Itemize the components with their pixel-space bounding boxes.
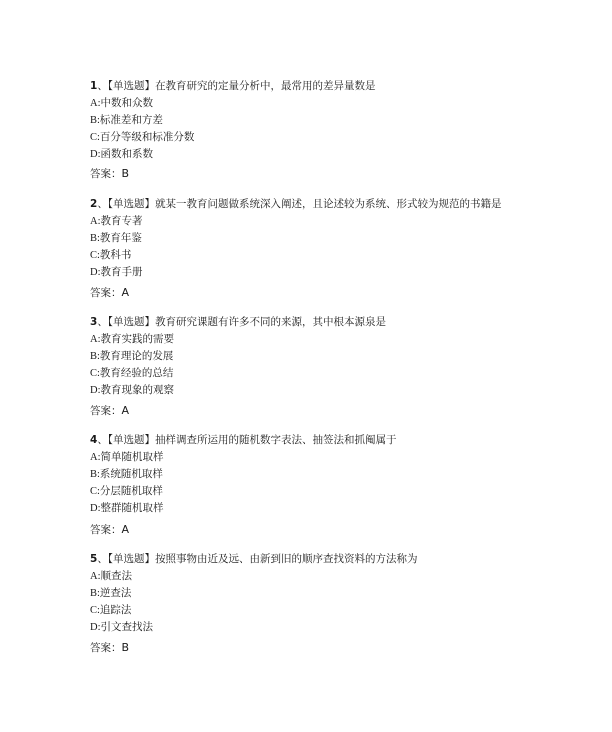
option-text: 简单随机取样 — [100, 451, 164, 463]
answer-label: 答案： — [90, 524, 122, 536]
question-type: 、【单选题】 — [97, 80, 156, 92]
option-letter: A: — [90, 571, 101, 582]
option-letter: C: — [90, 132, 100, 143]
option-text: 函数和系数 — [100, 148, 153, 160]
question-type: 、【单选题】 — [97, 198, 156, 210]
question-title — [90, 315, 570, 330]
option-letter: A: — [90, 216, 101, 227]
question-1 — [90, 79, 570, 164]
option-text: 教育经验的总结 — [99, 367, 174, 379]
option-text: 教育现象的观察 — [100, 384, 174, 396]
option-c — [90, 484, 570, 499]
option-c — [90, 366, 570, 381]
option-letter: B: — [90, 469, 100, 480]
answer-value: B — [121, 167, 130, 180]
option-letter: A: — [90, 98, 101, 109]
answer-1 — [90, 166, 129, 182]
option-c — [90, 248, 570, 263]
question-3 — [90, 315, 570, 400]
answer-label: 答案： — [90, 287, 122, 299]
option-b — [90, 113, 570, 128]
option-text: 百分等级和标准分数 — [99, 131, 195, 143]
question-type: 、【单选题】 — [97, 316, 156, 328]
question-4 — [90, 433, 570, 518]
answer-2 — [90, 285, 129, 301]
option-text: 教育专著 — [100, 215, 143, 227]
question-number: 5 — [90, 553, 98, 565]
question-number: 1 — [90, 80, 98, 92]
option-letter: C: — [90, 250, 100, 261]
option-d — [90, 620, 570, 635]
question-stem: 抽样调查所运用的随机数字表法、抽签法和抓阄属于 — [155, 434, 397, 446]
option-a — [90, 569, 570, 584]
question-number: 3 — [90, 316, 98, 328]
question-title — [90, 552, 570, 567]
option-text: 追踪法 — [99, 604, 132, 616]
option-b — [90, 586, 570, 601]
option-letter: B: — [90, 233, 100, 244]
answer-3 — [90, 403, 129, 419]
option-d — [90, 265, 570, 280]
option-letter: C: — [90, 605, 100, 616]
option-letter: A: — [90, 334, 101, 345]
question-title — [90, 433, 570, 448]
option-letter: A: — [90, 452, 101, 463]
option-b — [90, 231, 570, 246]
question-type: 、【单选题】 — [97, 553, 156, 565]
option-letter: B: — [90, 351, 100, 362]
option-letter: D: — [90, 149, 101, 160]
option-letter: C: — [90, 486, 100, 497]
option-text: 逆查法 — [99, 587, 132, 599]
question-number: 4 — [90, 434, 98, 446]
option-letter: D: — [90, 267, 101, 278]
answer-value: A — [121, 286, 130, 299]
question-stem: 教育研究课题有许多不同的来源，其中根本源泉是 — [155, 316, 387, 328]
option-c — [90, 603, 570, 618]
option-text: 标准差和方差 — [99, 114, 163, 126]
answer-value: B — [121, 641, 130, 654]
option-letter: B: — [90, 115, 100, 126]
question-title — [90, 197, 570, 212]
option-letter: C: — [90, 368, 100, 379]
question-title — [90, 79, 570, 94]
option-text: 教育手册 — [100, 266, 143, 278]
option-b — [90, 349, 570, 364]
option-letter: D: — [90, 622, 101, 633]
option-text: 教育理论的发展 — [99, 350, 174, 362]
option-text: 分层随机取样 — [99, 485, 163, 497]
question-5 — [90, 552, 570, 637]
answer-label: 答案： — [90, 642, 122, 654]
answer-label: 答案： — [90, 168, 122, 180]
option-text: 整群随机取样 — [100, 502, 164, 514]
option-c — [90, 130, 570, 145]
option-text: 教科书 — [99, 249, 132, 261]
answer-5 — [90, 640, 129, 656]
option-b — [90, 467, 570, 482]
option-letter: B: — [90, 588, 100, 599]
option-a — [90, 96, 570, 111]
option-letter: D: — [90, 503, 101, 514]
option-a — [90, 332, 570, 347]
question-type: 、【单选题】 — [97, 434, 156, 446]
answer-value: A — [121, 523, 130, 536]
option-text: 系统随机取样 — [99, 468, 163, 480]
answer-4 — [90, 522, 129, 538]
question-stem: 在教育研究的定量分析中，最常用的差异量数是 — [155, 80, 376, 92]
option-text: 教育实践的需要 — [100, 333, 174, 345]
option-text: 中数和众数 — [100, 97, 153, 109]
option-d — [90, 383, 570, 398]
option-a — [90, 450, 570, 465]
option-a — [90, 214, 570, 229]
answer-value: A — [121, 404, 130, 417]
answer-label: 答案： — [90, 405, 122, 417]
option-letter: D: — [90, 385, 101, 396]
question-stem: 就某一教育问题做系统深入阐述，且论述较为系统、形式较为规范的书籍是 — [155, 198, 502, 210]
option-text: 教育年鉴 — [99, 232, 142, 244]
option-d — [90, 147, 570, 162]
option-d — [90, 501, 570, 516]
question-stem: 按照事物由近及远、由新到旧的顺序查找资料的方法称为 — [155, 553, 418, 565]
question-2 — [90, 197, 570, 282]
option-text: 引文查找法 — [100, 621, 153, 633]
question-number: 2 — [90, 198, 98, 210]
option-text: 顺查法 — [100, 570, 132, 582]
